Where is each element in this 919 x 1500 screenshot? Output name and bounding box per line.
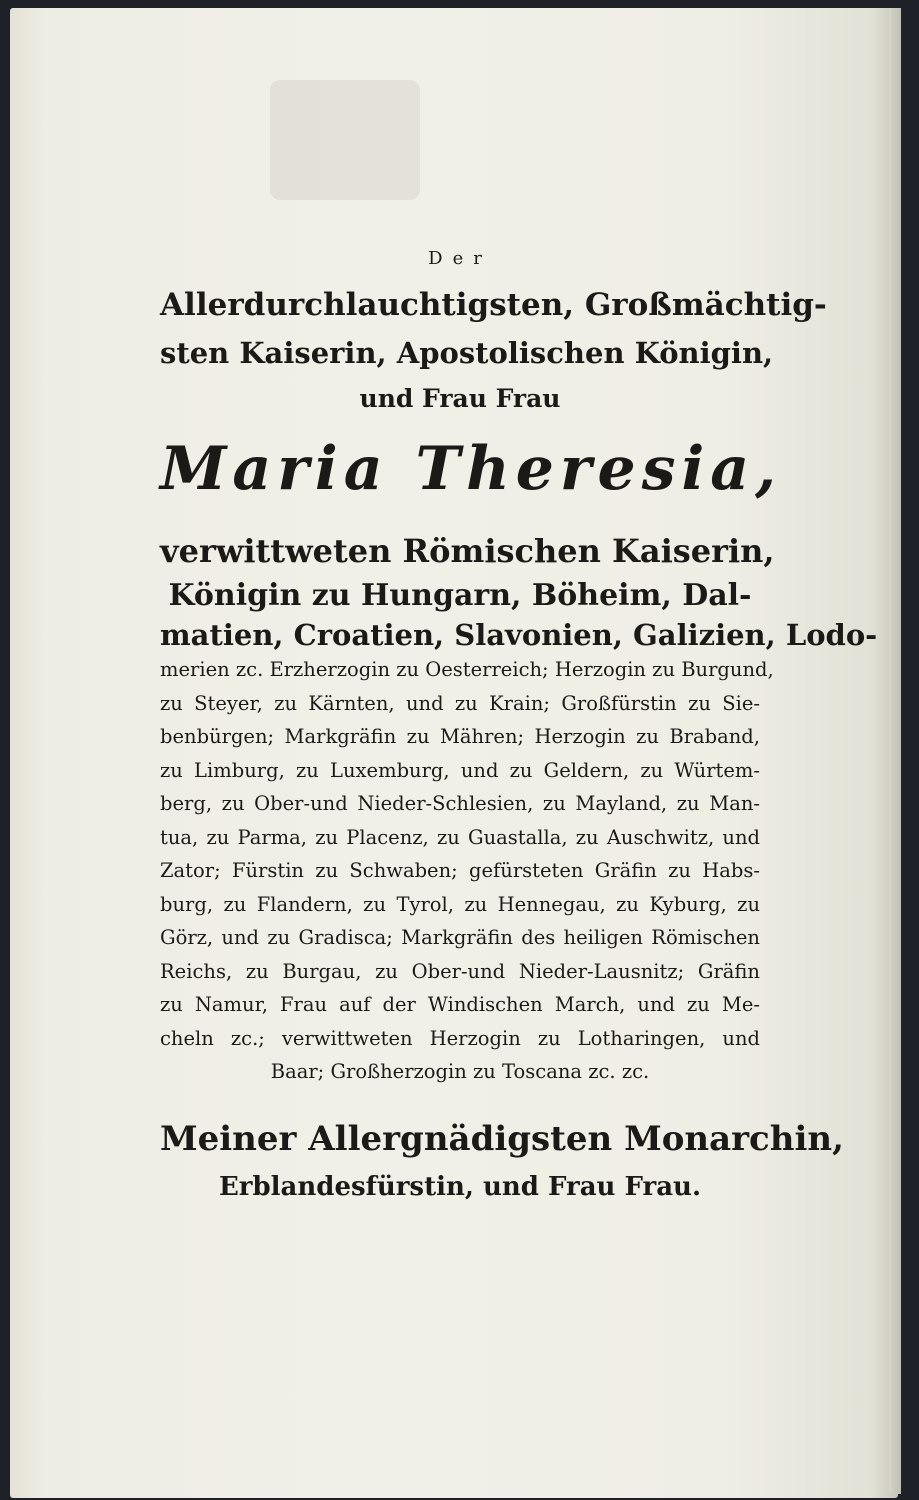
closing-line-2: Erblandesfürstin, und Frau Frau.: [218, 1171, 702, 1202]
heading-der: Der: [428, 248, 492, 269]
titles-line: Zator; Fürstin zu Schwaben; gefürsteten Gräfin zu Habs-: [160, 859, 760, 882]
document-text: [160, 248, 878, 1202]
heading-line-1: Allerdurchlauchtigsten, Großmächtig-: [160, 287, 827, 323]
titles-line: Görz, und zu Gradisca; Markgräfin des heiligen Römischen: [160, 926, 760, 949]
titles-list: [160, 658, 774, 1083]
titles-line: zu Steyer, zu Kärnten, und zu Krain; Großfürstin zu Sie-: [160, 691, 760, 715]
heading-line-4: verwittweten Römischen Kaiserin,: [160, 532, 775, 570]
titles-line: Baar; Großherzogin zu Toscana zc. zc.: [270, 1060, 650, 1083]
titles-line: zu Namur, Frau auf der Windischen March, und zu Me-: [160, 993, 760, 1016]
titles-line: merien zc. Erzherzogin zu Oesterreich; Herzogin zu Burgund,: [160, 658, 774, 681]
titles-line: Reichs, zu Burgau, zu Ober-und Nieder-Lausnitz; Gräfin: [160, 959, 760, 983]
titles-line: zu Limburg, zu Luxemburg, und zu Geldern, zu Würtem-: [160, 758, 760, 782]
paper-stain: [270, 80, 420, 200]
monarch-name: Maria Theresia,: [160, 434, 783, 504]
page-edge: [889, 8, 901, 1494]
heading-line-3: und Frau Frau: [359, 384, 561, 413]
titles-line: tua, zu Parma, zu Placenz, zu Guastalla, zu Auschwitz, und: [160, 825, 760, 849]
closing-line-1: Meiner Allergnädigsten Monarchin,: [160, 1118, 844, 1159]
heading-line-2: sten Kaiserin, Apostolischen Königin,: [160, 336, 774, 370]
heading-line-5: Königin zu Hungarn, Böheim, Dal-: [168, 578, 752, 613]
titles-line: burg, zu Flandern, zu Tyrol, zu Hennegau, zu Kyburg, zu: [160, 892, 760, 916]
titles-line: benbürgen; Markgräfin zu Mähren; Herzogin zu Braband,: [160, 725, 760, 748]
heading-line-6: matien, Croatien, Slavonien, Galizien, Lodo-: [160, 618, 878, 652]
titles-line: cheln zc.; verwittweten Herzogin zu Lotharingen, und: [160, 1026, 760, 1050]
titles-line: berg, zu Ober-und Nieder-Schlesien, zu Mayland, zu Man-: [160, 792, 760, 815]
